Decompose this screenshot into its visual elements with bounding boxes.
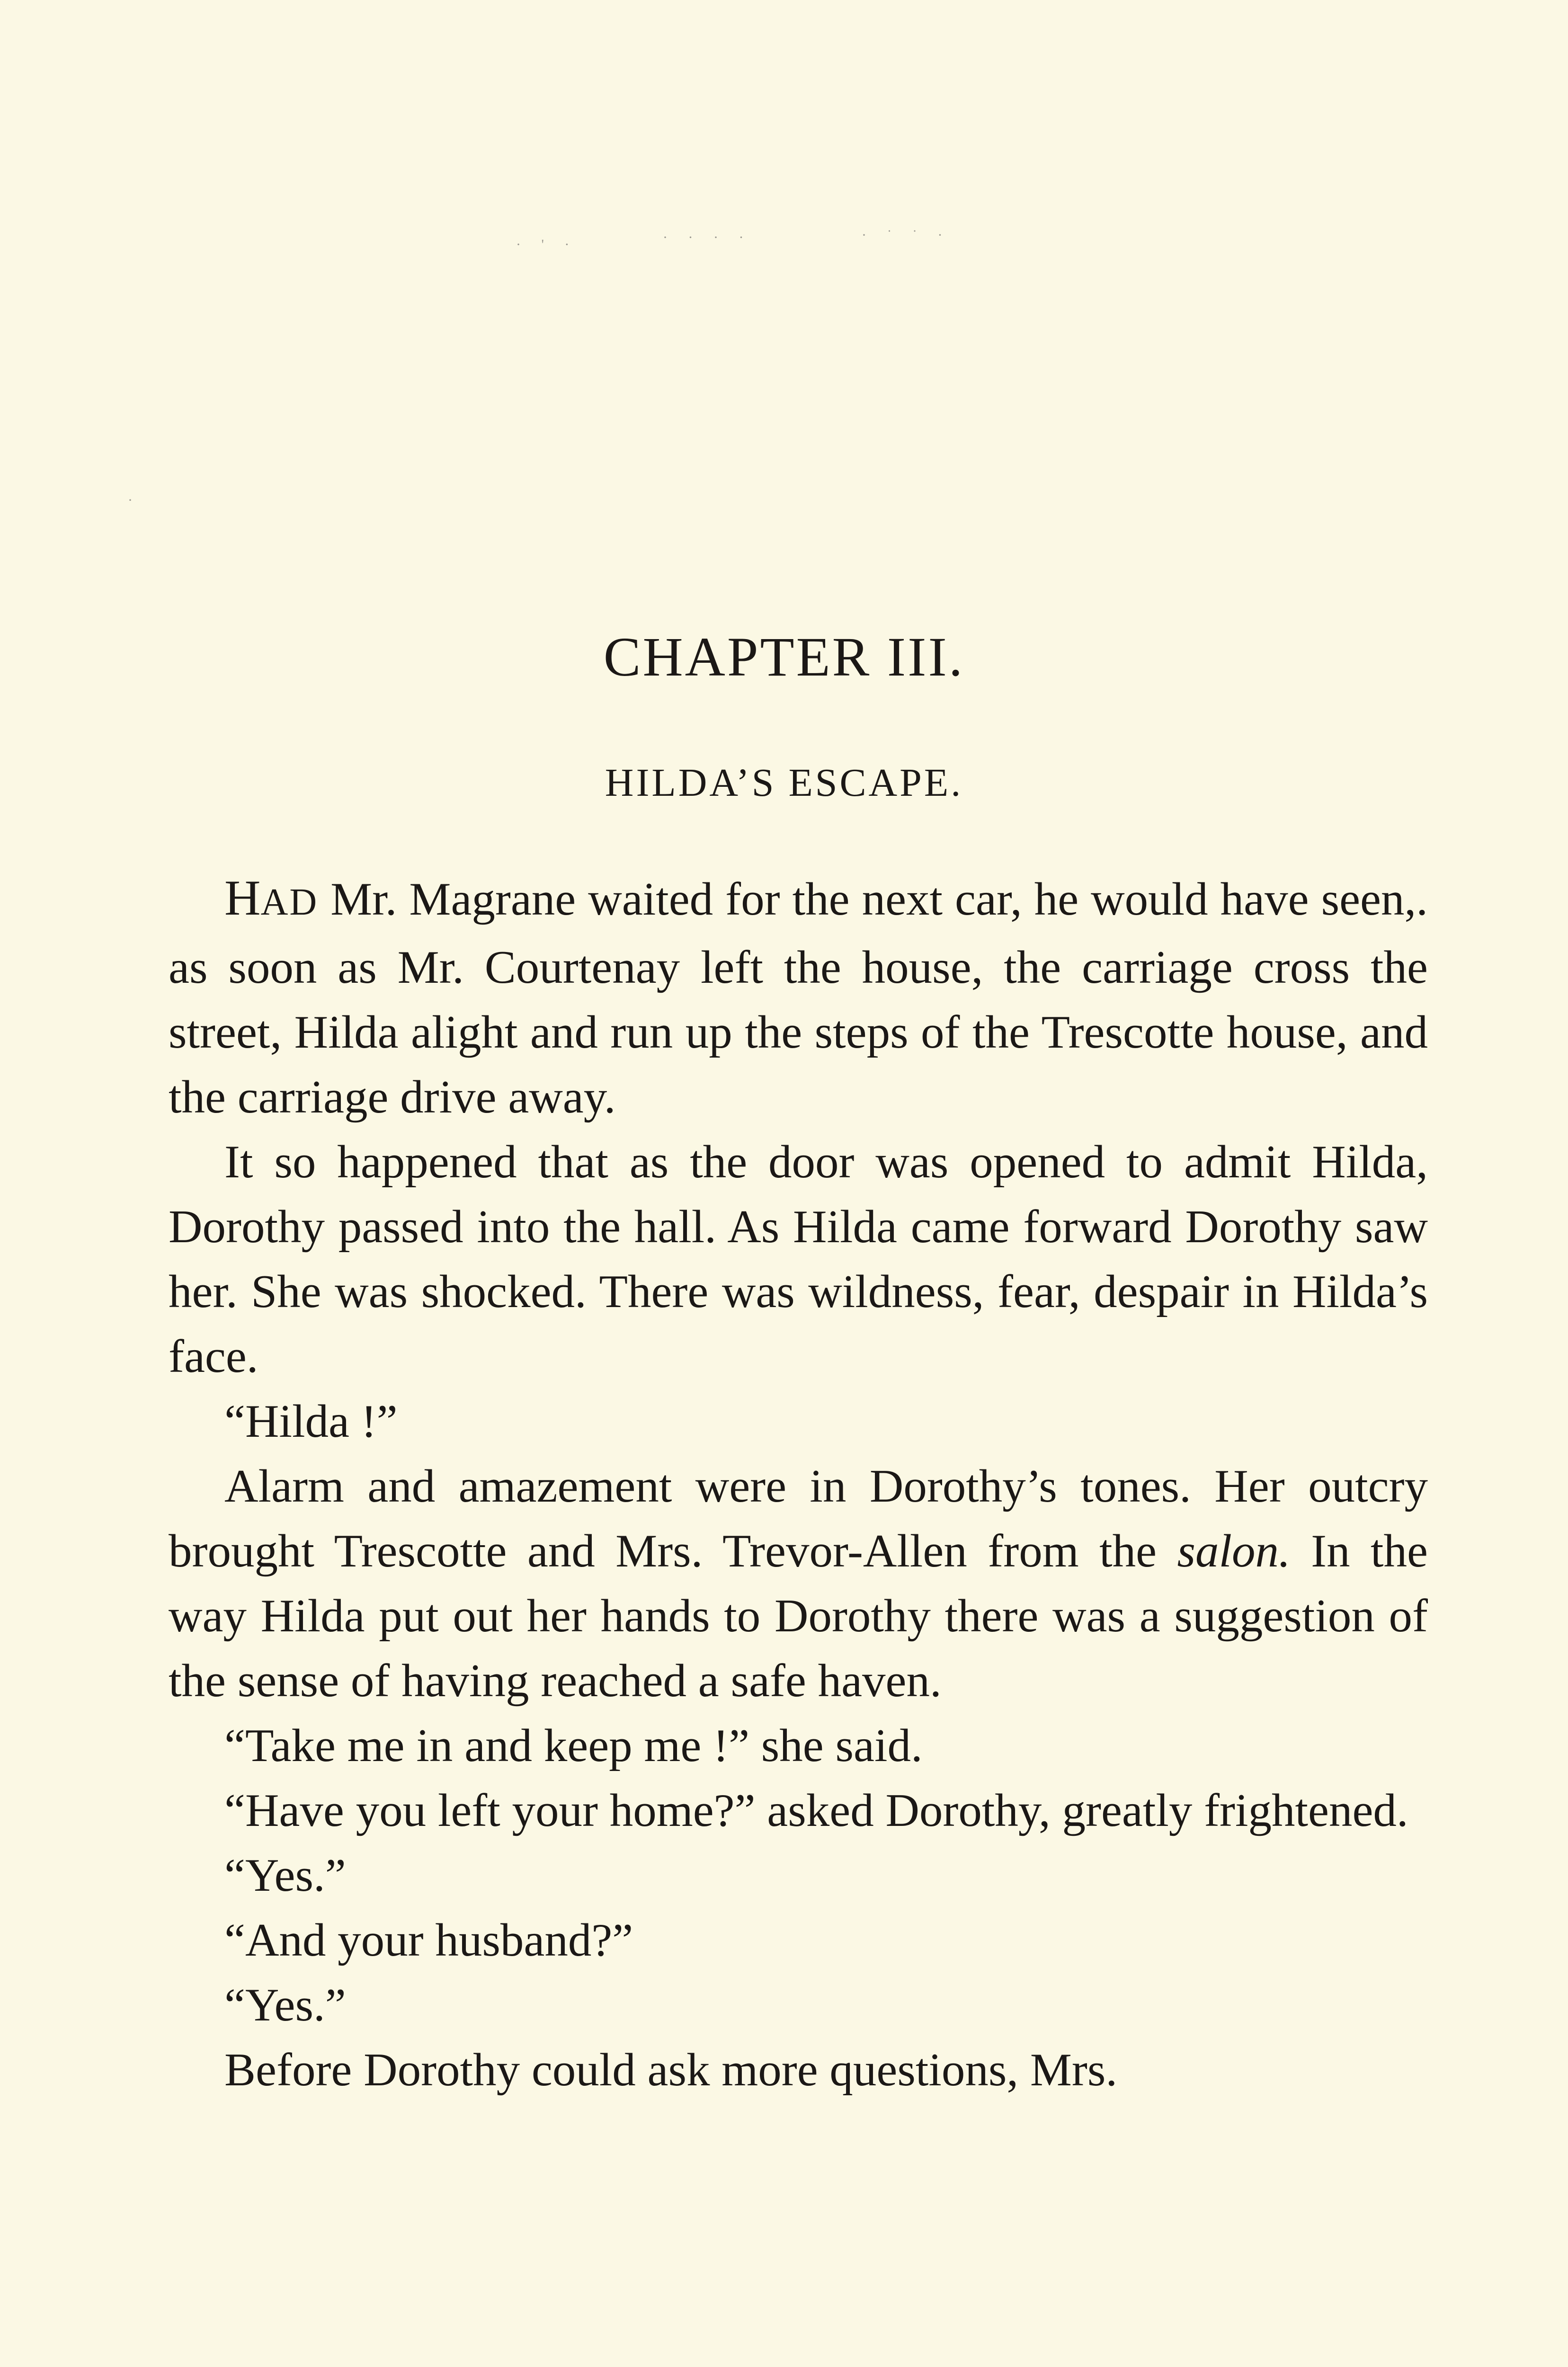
paragraph [169, 1454, 1428, 1713]
paragraph-text: In the way Hilda put out her hands to Dorothy there was a suggestion of the sense of having reached a safe haven. [169, 1525, 1428, 1707]
paragraph-text: Alarm and amazement were in Dorothy’s tones. Her outcry brought Trescotte and Mrs. Trevor-Allen from the [169, 1460, 1428, 1577]
drop-cap: H [224, 870, 261, 925]
paragraph: Before Dorothy could ask more questions, Mrs. [224, 2044, 1118, 2096]
paragraph [169, 865, 1428, 1130]
chapter-body [169, 865, 1428, 2102]
dialog-line: “Yes.” [224, 1850, 346, 1901]
small-caps: AD [260, 881, 319, 923]
print-speck: · [128, 492, 141, 508]
dialog-line: “And your husband?” [224, 1914, 633, 1966]
chapter-title: CHAPTER III. [603, 626, 965, 688]
print-speck: · ˙ ˙ · [862, 227, 951, 243]
dialog-line: “Yes.” [224, 1979, 346, 2031]
dialog-line: “Hilda !” [224, 1396, 398, 1447]
dialog-line: “Take me in and keep me !” she said. [224, 1720, 923, 1771]
paragraph-text: Mr. Magrane waited for the next car, he would have seen,. as soon as Mr. Courtenay left the house, the carriage cross the street, Hilda alight and run up the steps of the Trescotte house, and the carriage drive away. [169, 873, 1428, 1123]
paragraph: “Have you left your home?” asked Dorothy, greatly frightened. [224, 1785, 1408, 1836]
print-speck: · ' · [516, 237, 578, 252]
print-speck: · · · · [663, 230, 752, 245]
paragraph: It so happened that as the door was opened to admit Hilda, Dorothy passed into the hall. As Hilda came forward Dorothy saw her. She was shocked. There was wildness, fear, despair in Hilda’s face. [169, 1136, 1428, 1382]
chapter-subtitle: HILDA’S ESCAPE. [605, 761, 963, 805]
italic-word: salon. [1177, 1525, 1291, 1577]
